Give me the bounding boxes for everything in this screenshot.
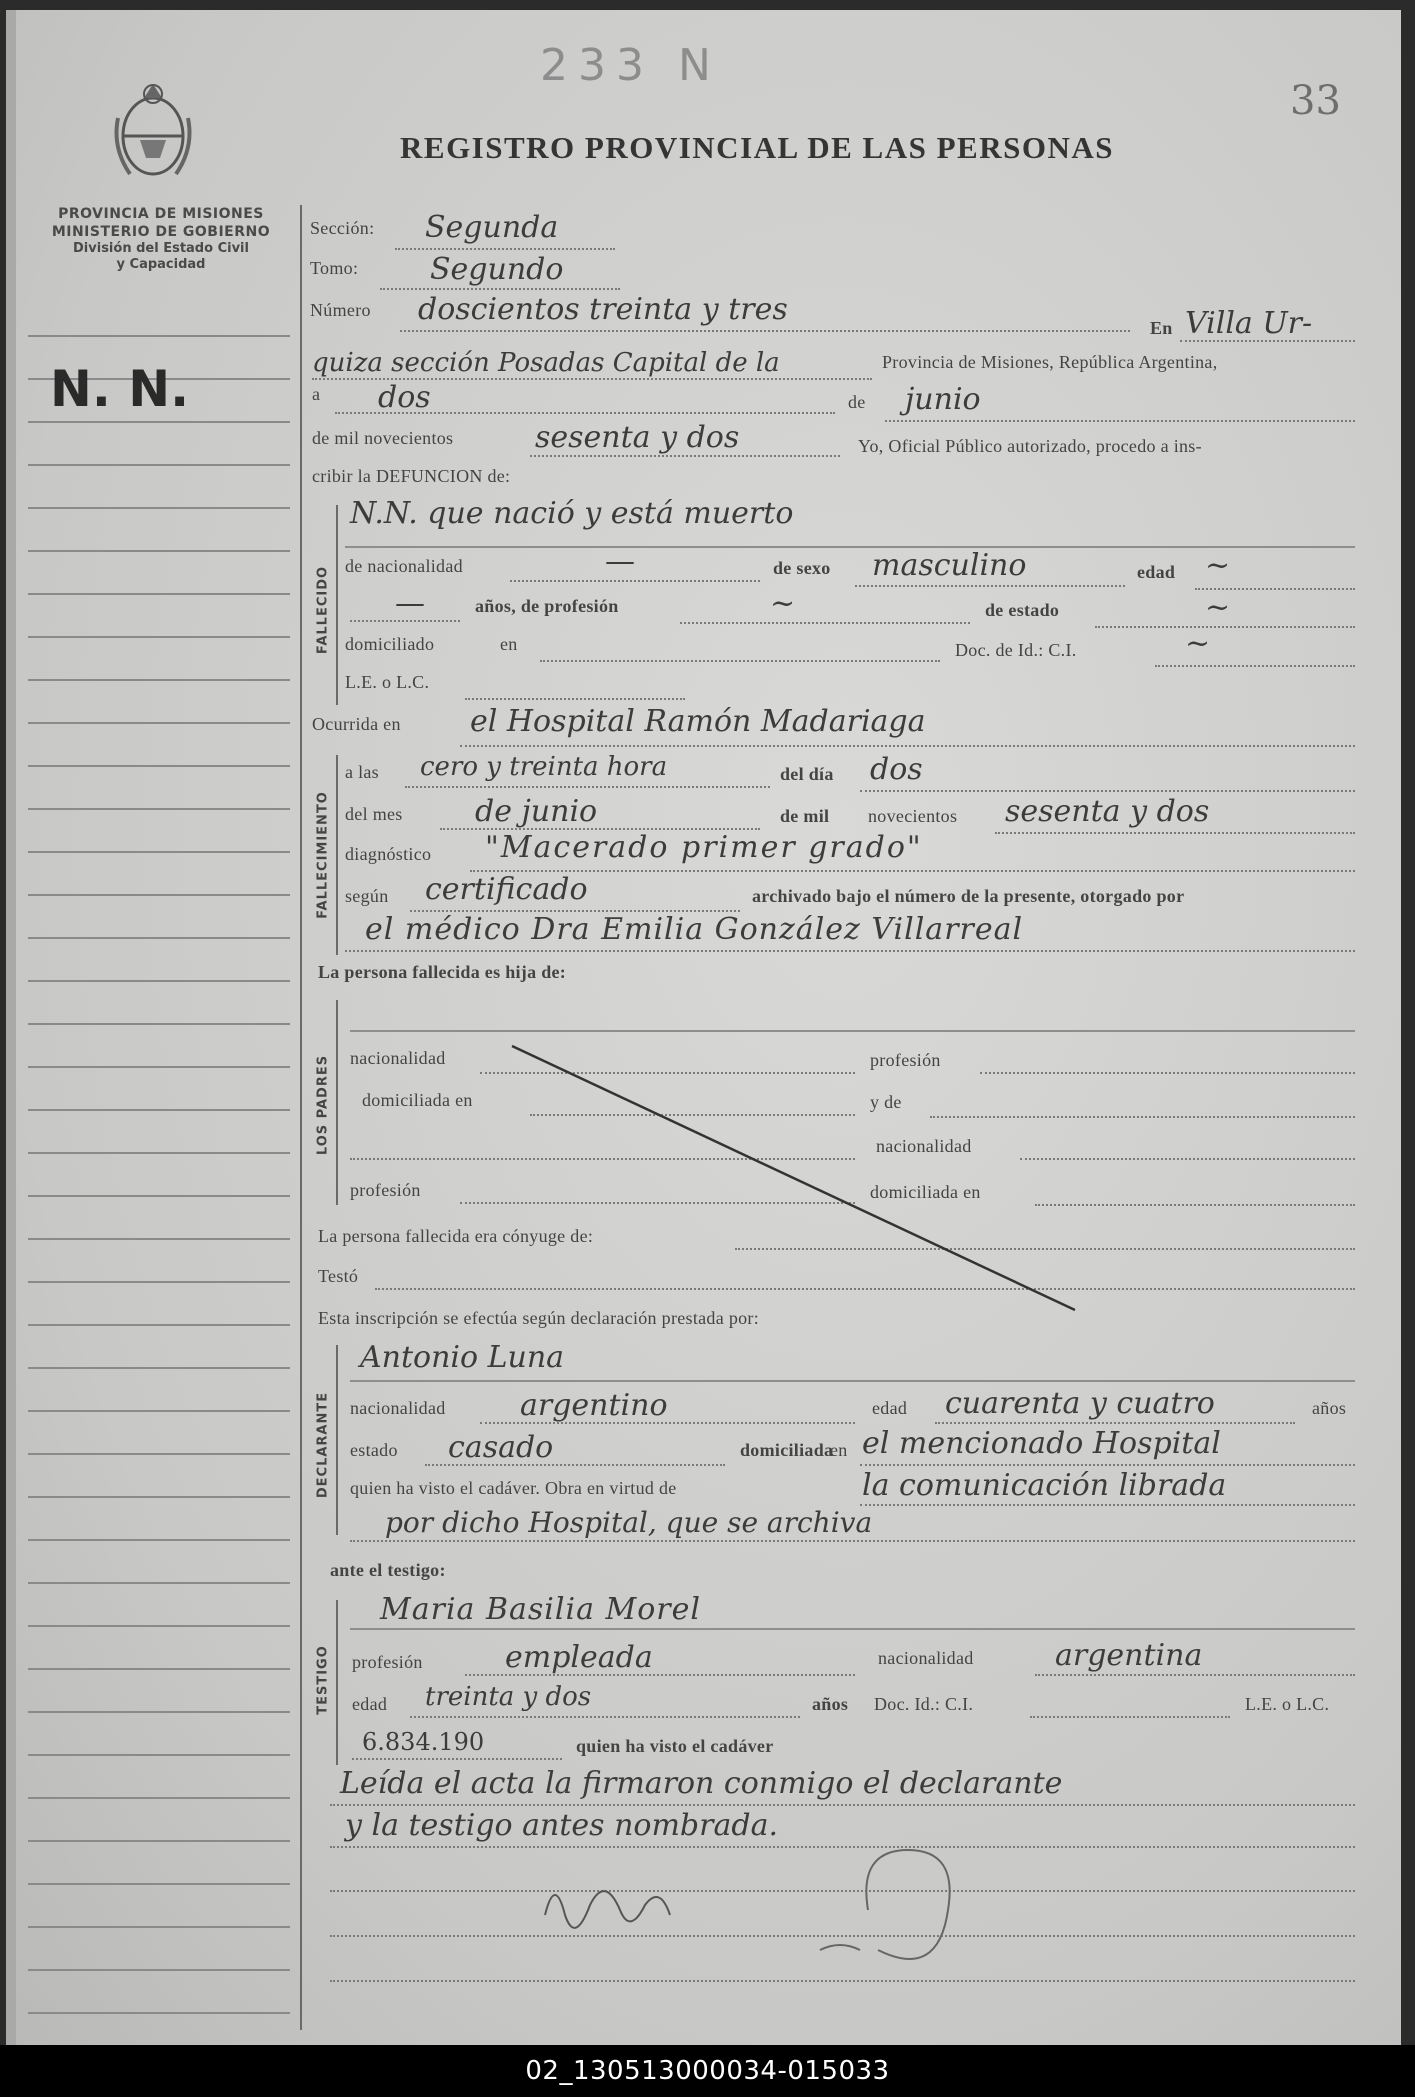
agency-ministry: MINISTERIO DE GOBIERNO	[51, 224, 271, 240]
label-testigo-profesion: profesión	[352, 1652, 423, 1672]
label-madre-nacionalidad: nacionalidad	[876, 1136, 972, 1156]
closing-line-2: y la testigo antes nombrada.	[345, 1808, 778, 1843]
agency-division: División del Estado Civil	[73, 241, 249, 256]
value-declarante-virtud-1: la comunicación librada	[862, 1468, 1227, 1503]
scan-identifier: 02_130513000034-015033	[0, 2045, 1415, 2097]
label-provincia: Provincia de Misiones, República Argentina,	[882, 352, 1218, 372]
label-ante-testigo: ante el testigo:	[330, 1560, 446, 1580]
value-anio-fallecimiento: sesenta y dos	[1005, 794, 1210, 829]
label-madre-domiciliada: domiciliada en	[870, 1182, 981, 1202]
label-yo-oficial: Yo, Oficial Público autorizado, procedo a ins-	[858, 436, 1202, 456]
value-dia: dos	[378, 380, 431, 415]
label-padre-domiciliada: domiciliada en	[362, 1090, 473, 1110]
value-testigo-nacionalidad: argentina	[1055, 1638, 1203, 1673]
value-profesion-fallecido: ~	[770, 586, 796, 621]
value-lugar-1: Villa Ur-	[1185, 306, 1313, 341]
stub-mark: N. N.	[50, 360, 190, 418]
label-segun: según	[345, 886, 389, 906]
value-otorgado-por: el médico Dra Emilia González Villarreal	[365, 912, 1024, 947]
value-declarante-nacionalidad: argentino	[520, 1388, 668, 1423]
label-a: a	[312, 384, 321, 404]
label-novecientos: novecientos	[868, 806, 958, 826]
value-numero: doscientos treinta y tres	[418, 292, 788, 327]
value-declarante-domicilio: el mencionado Hospital	[862, 1426, 1221, 1461]
label-nacionalidad-fallecido: de nacionalidad	[345, 556, 463, 576]
label-testigo-edad: edad	[352, 1694, 388, 1714]
value-dia-fallecimiento: dos	[870, 752, 923, 787]
label-declarante-domiciliada: domiciliada	[740, 1440, 834, 1460]
value-declarante-nombre: Antonio Luna	[360, 1340, 565, 1375]
label-en: En	[1150, 318, 1173, 338]
parents-strike-line	[512, 1046, 1075, 1310]
label-le-lc-fallecido: L.E. o L.C.	[345, 672, 430, 692]
label-de-mil: de mil novecientos	[312, 428, 454, 448]
label-testigo-quien: quien ha visto el cadáver	[576, 1736, 774, 1756]
label-domiciliado-en: en	[500, 634, 518, 654]
label-diagnostico: diagnóstico	[345, 844, 432, 864]
value-doc-fallecido: ~	[1185, 626, 1211, 661]
value-testigo-doc-nro: 6.834.190	[362, 1728, 485, 1756]
folio-number: 33	[1290, 78, 1341, 124]
label-madre-profesion: profesión	[350, 1180, 421, 1200]
value-mes-fallecimiento: de junio	[475, 794, 598, 829]
section-label-testigo: TESTIGO	[315, 1645, 331, 1715]
value-declarante-edad: cuarenta y cuatro	[945, 1386, 1215, 1421]
label-seccion: Sección:	[310, 218, 375, 238]
value-testigo-profesion: empleada	[505, 1640, 653, 1675]
value-nacionalidad-fallecido: —	[605, 544, 635, 579]
value-segun: certificado	[425, 872, 588, 907]
top-handwritten-note: 233 N	[540, 40, 721, 91]
value-edad-fallecido: ~	[1205, 548, 1231, 583]
agency-province: PROVINCIA DE MISIONES	[58, 206, 264, 222]
label-hija-de: La persona fallecida es hija de:	[318, 962, 567, 982]
value-anio: sesenta y dos	[535, 420, 740, 455]
value-mes: junio	[905, 382, 981, 417]
section-label-declarante: DECLARANTE	[315, 1391, 331, 1499]
value-lugar-2: quiza sección Posadas Capital de la	[312, 348, 780, 378]
section-label-fallecimiento: FALLECIMIENTO	[315, 791, 331, 919]
label-inscribir: cribir la DEFUNCION de:	[312, 466, 511, 486]
label-domiciliado: domiciliado	[345, 634, 435, 654]
value-declarante-estado: casado	[448, 1430, 554, 1465]
label-sexo: de sexo	[773, 558, 831, 578]
label-tomo: Tomo:	[310, 258, 359, 278]
label-del-mes: del mes	[345, 804, 403, 824]
agency-capacity: y Capacidad	[116, 257, 206, 272]
label-estado-fallecido: de estado	[985, 600, 1060, 620]
value-testigo-nombre: Maria Basilia Morel	[380, 1592, 701, 1627]
value-lugar-fallecimiento: el Hospital Ramón Madariaga	[470, 704, 926, 739]
label-declarante-en: en	[830, 1440, 848, 1460]
value-diagnostico: "Macerado primer grado"	[485, 830, 923, 865]
label-testigo-anos: años	[812, 1694, 849, 1714]
label-declarante-nacionalidad: nacionalidad	[350, 1398, 446, 1418]
label-ocurrida: Ocurrida en	[312, 714, 401, 734]
closing-line-1: Leída el acta la firmaron conmigo el declarante	[340, 1766, 1063, 1801]
value-declarante-virtud-2: por dicho Hospital, que se archiva	[385, 1506, 873, 1539]
witness-signature	[866, 1850, 949, 1959]
label-testigo-nacionalidad: nacionalidad	[878, 1648, 974, 1668]
label-declarante-edad: edad	[872, 1398, 908, 1418]
value-estado-fallecido: ~	[1205, 590, 1231, 625]
value-seccion: Segunda	[425, 210, 559, 245]
section-label-fallecido: FALLECIDO	[315, 565, 331, 655]
label-de-mil-fallecimiento: de mil	[780, 806, 830, 826]
section-label-padres: LOS PADRES	[315, 1054, 331, 1156]
official-signature	[545, 1891, 670, 1928]
label-archivado: archivado bajo el número de la presente, otorgado por	[752, 886, 1185, 906]
value-anos-fallecido: —	[395, 586, 425, 621]
label-padre-nacionalidad: nacionalidad	[350, 1048, 446, 1068]
label-testigo-le-lc: L.E. o L.C.	[1245, 1694, 1330, 1714]
value-sexo: masculino	[872, 548, 1027, 583]
label-doc-fallecido: Doc. de Id.: C.I.	[955, 640, 1077, 660]
label-numero: Número	[310, 300, 371, 320]
label-testigo-doc: Doc. Id.: C.I.	[874, 1694, 974, 1714]
value-hora: cero y treinta hora	[420, 752, 668, 782]
signature-flourish	[820, 1945, 860, 1950]
value-tomo: Segundo	[430, 252, 564, 287]
document-title: REGISTRO PROVINCIAL DE LAS PERSONAS	[400, 130, 1114, 165]
label-de: de	[848, 392, 866, 412]
label-a-las: a las	[345, 762, 379, 782]
label-declarante-anos: años	[1312, 1398, 1347, 1418]
label-declarante-estado: estado	[350, 1440, 398, 1460]
value-nombre-fallecido: N.N. que nació y está muerto	[350, 496, 794, 531]
label-anos-profesion: años, de profesión	[475, 596, 619, 616]
label-edad-fallecido: edad	[1137, 562, 1176, 582]
label-y-de: y de	[870, 1092, 902, 1112]
label-padre-profesion: profesión	[870, 1050, 941, 1070]
label-declaracion-intro: Esta inscripción se efectúa según declaración prestada por:	[318, 1308, 760, 1328]
label-del-dia: del día	[780, 764, 834, 784]
label-testo: Testó	[318, 1266, 359, 1286]
label-declarante-quien: quien ha visto el cadáver. Obra en virtud de	[350, 1478, 677, 1498]
value-testigo-edad: treinta y dos	[425, 1682, 592, 1712]
label-conyuge: La persona fallecida era cónyuge de:	[318, 1226, 594, 1246]
